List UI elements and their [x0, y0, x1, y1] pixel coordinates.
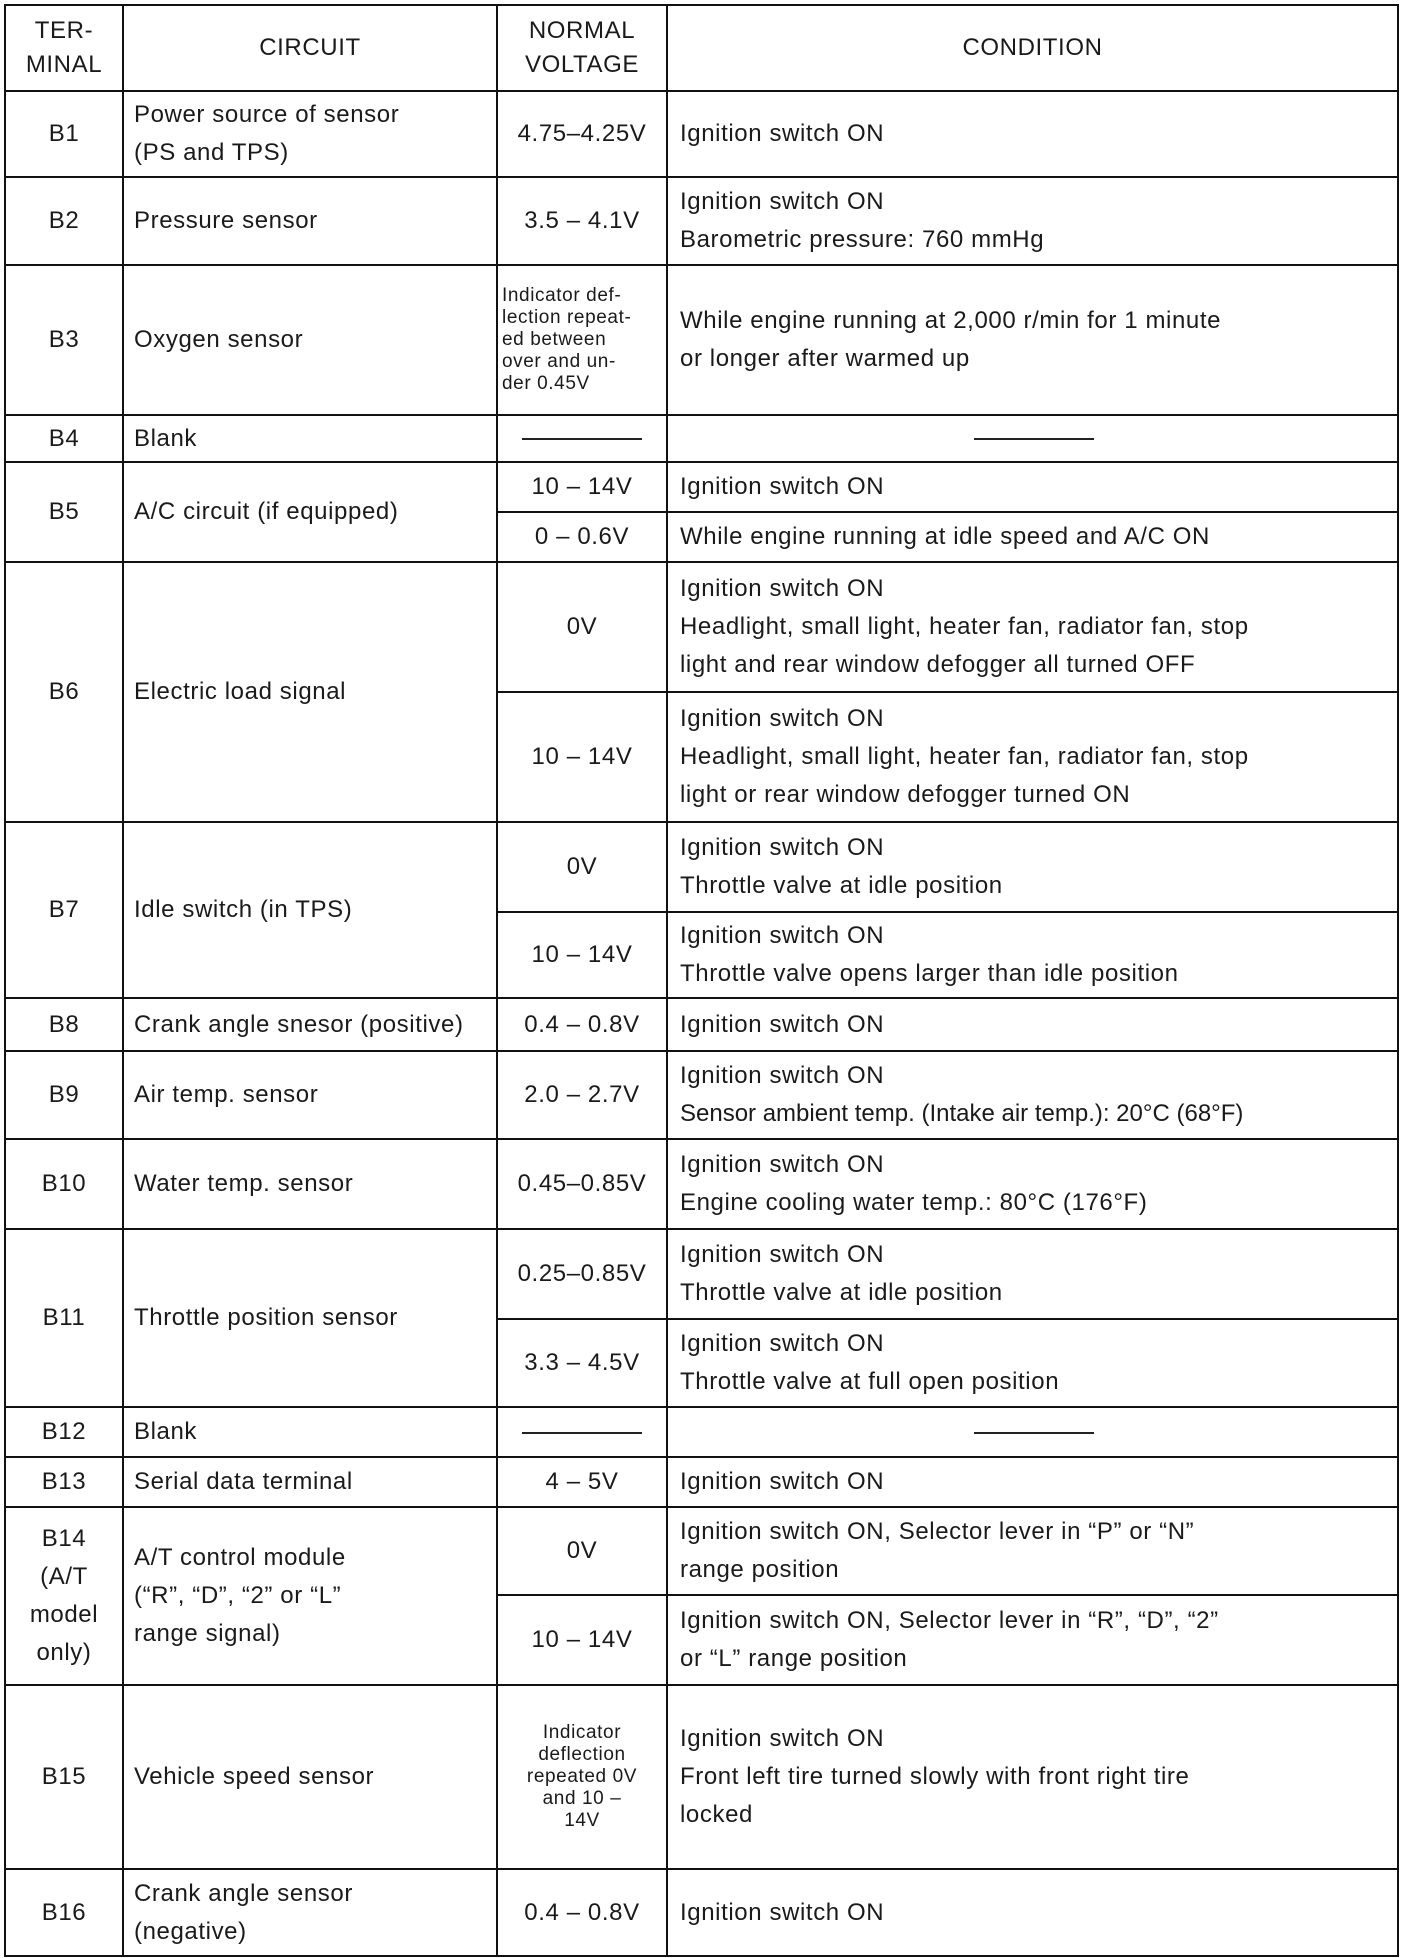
terminal-cell: B6: [5, 562, 123, 822]
condition-cell: While engine running at 2,000 r/min for 1 minute or longer after warmed up: [667, 265, 1398, 415]
terminal-cell: B16: [5, 1869, 123, 1956]
circuit-cell: Electric load signal: [123, 562, 497, 822]
table-row: [5, 1139, 1398, 1229]
table-row: [5, 177, 1398, 265]
circuit-cell: Water temp. sensor: [123, 1139, 497, 1229]
condition-cell: Ignition switch ON: [667, 1457, 1398, 1507]
voltage-cell: 3.3 – 4.5V: [497, 1319, 667, 1407]
voltage-cell: 0.4 – 0.8V: [497, 998, 667, 1051]
circuit-cell: Crank angle sensor (negative): [123, 1869, 497, 1956]
terminal-cell: B1: [5, 91, 123, 177]
condition-cell: Ignition switch ON Front left tire turned slowly with front right tire locked: [667, 1685, 1398, 1869]
voltage-cell: 0.4 – 0.8V: [497, 1869, 667, 1956]
voltage-cell: Indicator deflection repeated 0V and 10 – 14V: [497, 1685, 667, 1869]
circuit-cell: A/T control module (“R”, “D”, “2” or “L” range signal): [123, 1507, 497, 1685]
terminal-cell: B14 (A/T model only): [5, 1507, 123, 1685]
terminal-cell: B5: [5, 462, 123, 562]
circuit-cell: Crank angle snesor (positive): [123, 998, 497, 1051]
voltage-cell: 4 – 5V: [497, 1457, 667, 1507]
terminal-voltage-table: [4, 4, 1399, 1957]
condition-cell: [667, 415, 1398, 462]
voltage-cell: 0V: [497, 1507, 667, 1595]
condition-cell: Ignition switch ON Headlight, small light, heater fan, radiator fan, stop light and rear window defogger all turned OFF: [667, 562, 1398, 692]
blank-dash: [522, 1432, 642, 1434]
condition-cell: Ignition switch ON, Selector lever in “R”, “D”, “2” or “L” range position: [667, 1595, 1398, 1685]
condition-cell: Ignition switch ON Barometric pressure: 760 mmHg: [667, 177, 1398, 265]
circuit-header: CIRCUIT: [123, 5, 497, 91]
table-row: [5, 91, 1398, 177]
table-row: [5, 462, 1398, 512]
voltage-cell: 10 – 14V: [497, 692, 667, 822]
voltage-cell: Indicator def- lection repeat- ed between over and un- der 0.45V: [497, 265, 667, 415]
voltage-cell: 3.5 – 4.1V: [497, 177, 667, 265]
condition-header: CONDITION: [667, 5, 1398, 91]
circuit-cell: A/C circuit (if equipped): [123, 462, 497, 562]
table-row: [5, 822, 1398, 912]
terminal-header: TER- MINAL: [5, 5, 123, 91]
circuit-cell: Air temp. sensor: [123, 1051, 497, 1139]
voltage-cell: [497, 1407, 667, 1457]
circuit-cell: Blank: [123, 415, 497, 462]
circuit-cell: Vehicle speed sensor: [123, 1685, 497, 1869]
circuit-cell: Blank: [123, 1407, 497, 1457]
terminal-cell: B11: [5, 1229, 123, 1407]
voltage-cell: 0V: [497, 562, 667, 692]
table-row: [5, 1229, 1398, 1319]
voltage-cell: 0.25–0.85V: [497, 1229, 667, 1319]
circuit-cell: Throttle position sensor: [123, 1229, 497, 1407]
terminal-cell: B15: [5, 1685, 123, 1869]
voltage-cell: 10 – 14V: [497, 1595, 667, 1685]
condition-cell: Ignition switch ON: [667, 998, 1398, 1051]
condition-cell: Ignition switch ON, Selector lever in “P” or “N” range position: [667, 1507, 1398, 1595]
voltage-cell: 10 – 14V: [497, 912, 667, 998]
terminal-cell: B2: [5, 177, 123, 265]
circuit-cell: Power source of sensor (PS and TPS): [123, 91, 497, 177]
table-row: [5, 415, 1398, 462]
table-row: [5, 1507, 1398, 1595]
blank-dash: [974, 438, 1094, 440]
condition-cell: Ignition switch ON Throttle valve opens larger than idle position: [667, 912, 1398, 998]
table-row: [5, 1407, 1398, 1457]
voltage-cell: 2.0 – 2.7V: [497, 1051, 667, 1139]
table-row: [5, 998, 1398, 1051]
terminal-cell: B8: [5, 998, 123, 1051]
condition-cell: Ignition switch ON Throttle valve at full open position: [667, 1319, 1398, 1407]
terminal-cell: B3: [5, 265, 123, 415]
terminal-cell: B12: [5, 1407, 123, 1457]
voltage-cell: 4.75–4.25V: [497, 91, 667, 177]
header-row: [5, 5, 1398, 91]
condition-cell: Ignition switch ON Throttle valve at idle position: [667, 822, 1398, 912]
table-row: [5, 265, 1398, 415]
condition-cell: Ignition switch ON Sensor ambient temp. (Intake air temp.): 20°C (68°F): [667, 1051, 1398, 1139]
blank-dash: [522, 438, 642, 440]
condition-cell: Ignition switch ON Headlight, small light, heater fan, radiator fan, stop light or rear window defogger turned ON: [667, 692, 1398, 822]
circuit-cell: Oxygen sensor: [123, 265, 497, 415]
table-row: [5, 1051, 1398, 1139]
condition-cell: Ignition switch ON Throttle valve at idle position: [667, 1229, 1398, 1319]
circuit-cell: Idle switch (in TPS): [123, 822, 497, 998]
voltage-cell: 0V: [497, 822, 667, 912]
voltage-cell: [497, 415, 667, 462]
condition-cell: Ignition switch ON Engine cooling water temp.: 80°C (176°F): [667, 1139, 1398, 1229]
voltage-header: NORMAL VOLTAGE: [497, 5, 667, 91]
circuit-cell: Serial data terminal: [123, 1457, 497, 1507]
condition-cell: Ignition switch ON: [667, 462, 1398, 512]
terminal-cell: B4: [5, 415, 123, 462]
voltage-cell: 0 – 0.6V: [497, 512, 667, 562]
voltage-cell: 0.45–0.85V: [497, 1139, 667, 1229]
voltage-cell: 10 – 14V: [497, 462, 667, 512]
table-row: [5, 1457, 1398, 1507]
condition-cell: While engine running at idle speed and A/C ON: [667, 512, 1398, 562]
circuit-cell: Pressure sensor: [123, 177, 497, 265]
condition-cell: [667, 1407, 1398, 1457]
blank-dash: [974, 1432, 1094, 1434]
condition-cell: Ignition switch ON: [667, 1869, 1398, 1956]
condition-cell: Ignition switch ON: [667, 91, 1398, 177]
table-row: [5, 1869, 1398, 1956]
table-row: [5, 1685, 1398, 1869]
terminal-cell: B7: [5, 822, 123, 998]
terminal-cell: B9: [5, 1051, 123, 1139]
table-row: [5, 562, 1398, 692]
terminal-cell: B10: [5, 1139, 123, 1229]
terminal-cell: B13: [5, 1457, 123, 1507]
